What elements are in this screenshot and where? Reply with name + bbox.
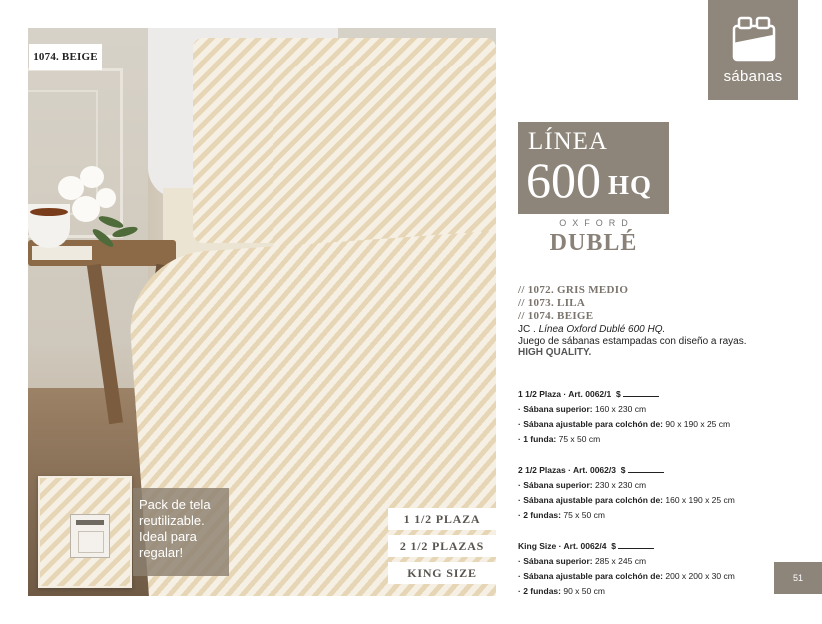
product-description <box>518 324 747 359</box>
spec-value: 90 x 50 cm <box>560 586 605 596</box>
spec-value: 285 x 245 cm <box>592 556 647 566</box>
spec-value: 160 x 230 cm <box>592 404 647 414</box>
pack-label <box>70 514 110 558</box>
striped-pillow-front <box>273 66 496 256</box>
spec-value: 75 x 50 cm <box>560 510 605 520</box>
spec-label: · Sábana ajustable para colchón de: <box>518 495 664 505</box>
pack-note-line: regalar! <box>139 545 184 560</box>
napkin <box>32 246 92 260</box>
spec-value: 160 x 190 x 25 cm <box>663 495 735 505</box>
pack-note <box>133 488 229 576</box>
spec-label: · Sábana superior: <box>518 480 593 490</box>
pack-note-line: reutilizable. <box>139 513 205 528</box>
spec-block <box>518 463 735 523</box>
line-suffix: HQ <box>608 170 653 200</box>
variant-item: // 1073. LILA <box>518 297 586 309</box>
flower <box>80 166 104 188</box>
pack-note-line: Pack de tela <box>139 497 211 512</box>
price-symbol: $ <box>611 541 616 551</box>
variant-item: // 1072. GRIS MEDIO <box>518 284 629 296</box>
spec-value: 75 x 50 cm <box>556 434 601 444</box>
spec-block <box>518 539 735 599</box>
size-tag-1-1-2-plaza: 1 1/2 PLAZA <box>388 508 496 530</box>
spec-label: · Sábana superior: <box>518 404 593 414</box>
size-tag-king-size: KING SIZE <box>388 562 496 584</box>
spec-label: · 2 fundas: <box>518 586 561 596</box>
description-text: Juego de sábanas estampadas con diseño a rayas. <box>518 335 747 347</box>
spec-label: · Sábana ajustable para colchón de: <box>518 571 664 581</box>
spec-label: · Sábana superior: <box>518 556 593 566</box>
price-blank <box>618 540 654 549</box>
category-badge <box>708 0 798 100</box>
spec-value: 90 x 190 x 25 cm <box>663 419 731 429</box>
pack-note-line: Ideal para <box>139 529 197 544</box>
product-label: 1074. BEIGE <box>29 44 102 70</box>
spec-label: · 2 fundas: <box>518 510 561 520</box>
description-model: Línea Oxford Dublé 600 HQ. <box>538 324 666 335</box>
price-symbol: $ <box>615 389 621 399</box>
line-title: LÍNEA <box>528 128 608 155</box>
spec-value: 200 x 200 x 30 cm <box>663 571 735 581</box>
price-blank <box>623 388 659 397</box>
description-prefix: JC . <box>518 324 539 335</box>
category-label: sábanas <box>723 68 783 85</box>
variant-list <box>518 284 628 323</box>
collection-name: DUBLÉ <box>549 230 638 256</box>
flower <box>96 188 116 208</box>
bed-sheets-icon <box>731 14 777 64</box>
spec-block <box>518 387 730 447</box>
price-symbol: $ <box>620 465 626 475</box>
tea <box>30 208 68 216</box>
spec-heading: 1 1/2 Plaza · Art. 0062/1 <box>518 389 612 399</box>
variant-item: // 1074. BEIGE <box>518 310 594 322</box>
line-number: 600 <box>526 152 601 208</box>
spec-label: · Sábana ajustable para colchón de: <box>518 419 664 429</box>
spec-heading: 2 1/2 Plazas · Art. 0062/3 <box>518 465 616 475</box>
line-badge <box>518 122 669 214</box>
spec-heading: King Size · Art. 0062/4 <box>518 541 607 551</box>
price-blank <box>628 464 664 473</box>
page-number: 51 <box>774 562 822 594</box>
collection-subtitle: OXFORD <box>559 218 634 228</box>
description-quality: HIGH QUALITY. <box>518 347 592 358</box>
size-tag-2-1-2-plazas: 2 1/2 PLAZAS <box>388 535 496 557</box>
spec-label: · 1 funda: <box>518 434 557 444</box>
spec-value: 230 x 230 cm <box>592 480 647 490</box>
